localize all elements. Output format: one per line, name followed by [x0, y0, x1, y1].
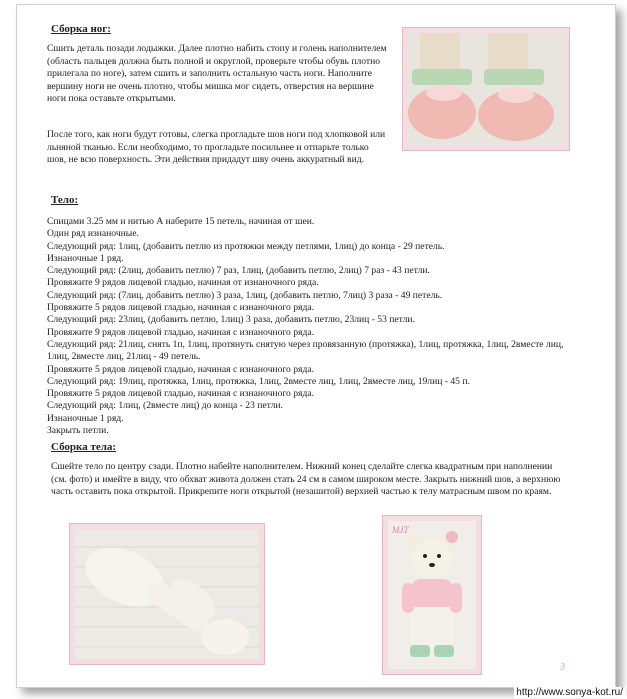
body-line: Провяжите 5 рядов лицевой гладью, начиная с изнаночного ряда.: [47, 363, 315, 375]
body-line: Изнаночные 1 ряд.: [47, 252, 124, 264]
watermark-url[interactable]: http://www.sonya-kot.ru/: [516, 687, 623, 698]
body-line: Один ряд изнаночные.: [47, 228, 139, 240]
assembly-paragraph: Сшейте тело по центру сзади. Плотно набейте наполнителем. Нижний конец сделайте слегка квадратным при наполнении (см. фото) и имейте в виду, что обхват живота должен стать 24 см в самом широком месте. Закрыть нижний шов, а верхнюю часть оставить пока открытой. Прикрепите ноги открытой (незашитой) верхней частью к телу матрасным швом по краям.: [51, 461, 561, 498]
body-title: Тело:: [51, 194, 79, 206]
body-instructions: [47, 216, 567, 437]
body-line: Провяжите 9 рядов лицевой гладью, начиная с изнаночного ряда.: [47, 326, 315, 338]
photo-caption: MJT: [392, 525, 409, 535]
body-line: Спицами 3.25 мм и нитью А наберите 15 петель, начиная от шеи.: [47, 216, 315, 227]
body-line: Следующий ряд: 21лиц, снять 1п, 1лиц, протянуть снятую через провязанную (протяжка), 1лиц, протяжка, 1лиц, 2вместе лиц, 1лиц, 2вместе лиц, 21лиц - 49 петель.: [47, 338, 564, 363]
body-line: Провяжите 9 рядов лицевой гладью, начиная от изнаночного ряда.: [47, 277, 319, 289]
page-frame: [16, 4, 616, 688]
body-line: Следующий ряд: 1лиц, (добавить петлю из протяжки между петлями, 1лиц) до конца - 29 петель.: [47, 240, 445, 252]
body-line: Следующий ряд: (7лиц, добавить петлю) 3 раза, 1лиц, (добавить петлю, 7лиц) 3 раза - 49 петель.: [47, 289, 443, 301]
stuffed-body-photo: [75, 529, 259, 659]
body-line: Провяжите 5 рядов лицевой гладью, начиная с изнаночного ряда.: [47, 388, 315, 400]
assembly-title: Сборка тела:: [51, 441, 117, 453]
body-line: Следующий ряд: 1лиц, (2вместе лиц) до конца - 23 петли.: [47, 400, 283, 412]
knitted-legs-photo: [408, 33, 564, 145]
knitted-bear-photo: [388, 521, 476, 669]
body-line: Изнаночные 1 ряд.: [47, 412, 124, 424]
body-photo-frame: [69, 523, 265, 665]
page-number: 3: [560, 662, 565, 673]
legs-photo-frame: [402, 27, 570, 151]
body-line: Следующий ряд: (2лиц, добавить петлю) 7 раз, 1лиц, (добавить петлю, 2лиц) 7 раз - 43 петли.: [47, 265, 430, 277]
legs-paragraph-1: Сшить деталь позади лодыжки. Далее плотно набить стопу и голень наполнителем (область пальцев должна быть полной и округлой, проверьте чтобы обувь плотно прилегала по ноге), затем сшить и заполнить остальную часть ноги. Наполните вершину ноги не очень плотно, чтобы мишка мог сидеть, отверстия на вершине ноги пока оставьте открытыми.: [47, 43, 387, 105]
body-line: Следующий ряд: 19лиц, протяжка, 1лиц, протяжка, 1лиц, 2вместе лиц, 1лиц, 2вместе лиц, 19лиц - 45 п.: [47, 375, 470, 387]
legs-title: Сборка ног:: [51, 23, 111, 35]
body-line: Закрыть петли.: [47, 425, 109, 437]
body-line: Провяжите 5 рядов лицевой гладью, начиная с изнаночного ряда.: [47, 302, 315, 314]
page-content: [47, 5, 585, 687]
body-line: Следующий ряд: 23лиц, (добавить петлю, 1лиц) 3 раза, добавить петлю, 23лиц - 53 петли.: [47, 314, 415, 326]
bear-photo-frame: [382, 515, 482, 675]
legs-paragraph-2: После того, как ноги будут готовы, слегка прогладьте шов ноги под хлопковой или льняной тканью. Если необходимо, то прогладьте посильнее и отпарьте только шов, не всю поверхность. Эти действия придадут шву очень аккуратный вид.: [47, 129, 386, 166]
